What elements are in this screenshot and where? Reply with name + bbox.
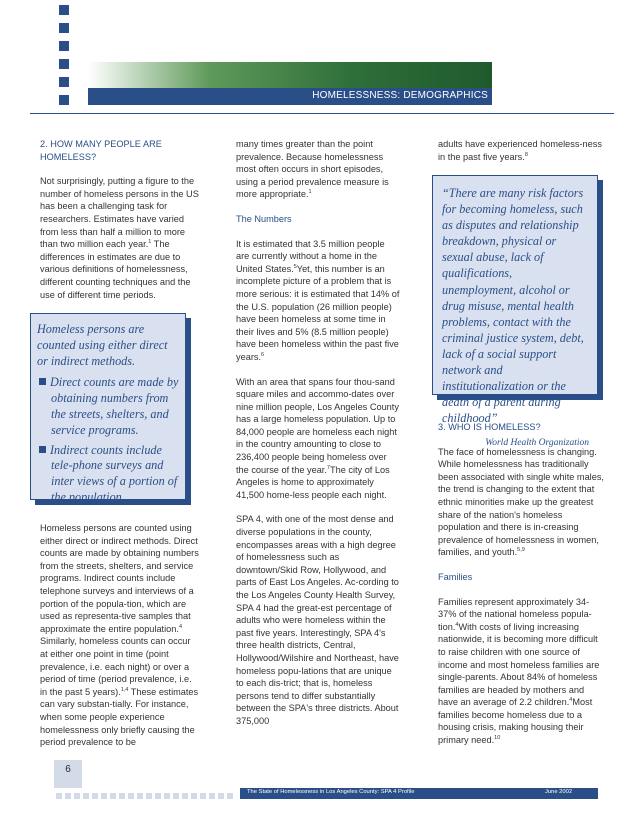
decor-dot	[56, 793, 62, 799]
column-1-continued	[40, 522, 200, 761]
decor-square	[59, 41, 69, 51]
callout-bullet: Indirect counts include tele-phone surveys and inter views of a portion of the population.	[37, 443, 179, 506]
paragraph: It is estimated that 3.5 million people are currently without a home in the United States.$^5$Yet, this number is an incomplete picture of a problem that is more serious: it is estimated that 14% of the U.S. population (26 million people) have been homeless at some time in their lives and 5% (8.5 million people) have been homeless within the past five years.$^6$	[236, 238, 400, 362]
header-divider	[30, 113, 614, 114]
quote-source: World Health Organization	[485, 438, 589, 449]
decor-dot	[74, 793, 80, 799]
decor-dot	[146, 793, 152, 799]
paragraph: The face of homelessness is changing. While homelessness has traditionally been associated with single white males, the trend is changing to the extent that ethnic minorities make up the greatest share of the nation's homeless population and there is in-creasing prevalence of homelessness in women, families, and youth.$^{5,9}$	[438, 446, 604, 558]
callout-intro: Homeless persons are counted using either direct or indirect methods.	[37, 322, 168, 368]
paragraph: many times greater than the point prevalence. Because homelessness most often occurs in short episodes, using a period prevalence measure is more appropriate.$^1$	[236, 139, 389, 200]
quote-text: “There are many risk factors for becoming homeless, such as disputes and relationship breakdown, physical or sexual abuse, lack of qualifications, unemployment, alcohol or drug misuse, mental health problems, contact with the criminal justice system, debt, lack of a social support network and institutionalization or the death of a parent during childhood”	[442, 186, 584, 426]
callout-counting-methods	[30, 313, 186, 504]
callout-bullet: Direct counts are made by obtaining numbers from the streets, shelters, and service programs.	[37, 375, 179, 438]
paragraph: SPA 4, with one of the most dense and diverse populations in the county, encompasses areas with a high degree of homelessness such as downtown/Skid Row, Hollywood, and parts of East Los Angeles. Ac-cording to the Los Angeles County Health Survey, SPA 4 had the great-est percentage of adults who were homeless within the past five years. Interestingly, SPA 4's three health districts, Central, Hollywood/Wilshire and Northeast, have homeless popu-lations that are unique to each dis-trict; that is, homeless persons tend to differ substantially between the SPA's three districts. About 375,000	[236, 514, 399, 726]
column-3-continued	[438, 421, 604, 759]
decor-dot	[137, 793, 143, 799]
decor-dot	[164, 793, 170, 799]
square-bullet-icon	[39, 446, 46, 453]
decor-square	[59, 95, 69, 105]
decor-dot	[173, 793, 179, 799]
decor-dot	[200, 793, 206, 799]
decor-dot	[209, 793, 215, 799]
decor-square	[59, 77, 69, 87]
subheading-families: Families	[438, 571, 473, 582]
decor-dot	[128, 793, 134, 799]
column-3	[438, 138, 603, 175]
paragraph: Families represent approximately 34-37% of the national homeless popula-tion.$^4$With costs of living increasing nationwide, it is becoming more difficult to raise children with one source of income and most homeless families are single-parents. About 84% of homeless families are headed by mothers and have an average of 2.2 children.$^4$Most families become homeless due to a housing crisis, making housing their primary need.$^{10}$	[438, 596, 600, 746]
decor-dot	[65, 793, 71, 799]
decor-square	[59, 5, 69, 15]
decor-dot	[155, 793, 161, 799]
page-section-title: HOMELESSNESS: DEMOGRAPHICS	[312, 90, 488, 101]
section-heading-how-many: 2. HOW MANY PEOPLE ARE HOMELESS?	[40, 139, 162, 162]
decor-square	[59, 59, 69, 69]
decor-dot	[83, 793, 89, 799]
page-number: 6	[65, 764, 71, 775]
footer-dot-row	[56, 793, 238, 800]
square-bullet-icon	[39, 378, 46, 385]
decor-square	[59, 23, 69, 33]
decor-dot	[119, 793, 125, 799]
decor-dot	[101, 793, 107, 799]
decor-dot	[227, 793, 233, 799]
footer-date: June 2002	[545, 789, 573, 795]
decor-dot	[182, 793, 188, 799]
decor-dot	[218, 793, 224, 799]
decor-dot	[191, 793, 197, 799]
footer-publication: The State of Homelessness in Los Angeles County: SPA 4 Profile	[247, 789, 415, 795]
column-2	[236, 138, 400, 740]
paragraph: adults have experienced homeless-ness in the past five years.$^8$	[438, 139, 602, 162]
decor-dot	[110, 793, 116, 799]
section-heading-who-is: 3. WHO IS HOMELESS?	[438, 422, 541, 432]
paragraph: Not surprisingly, putting a figure to the number of homeless persons in the US has been a challenging task for researchers. Estimates have varied from less than half a million to more than two million each year.$^1$ The differences in estimates are due to various definitions of homelessness, different counting techniques and the use of different time periods.	[40, 176, 199, 300]
paragraph: Homeless persons are counted using either direct or indirect methods. Direct counts are made by obtaining numbers from the streets, shelters, and service programs. Indirect counts include telephone surveys and interviews of a portion of the popula-tion, which are used as representa-tive samples that approximate the entire population.$^4$ Similarly, homeless counts can occur at either one point in time (point prevalence, i.e. each night) or over a period of time (period prevalence, i.e. in the past 5 years).$^{1,4}$ These estimates can vary substan-tially. For instance, when some people experience homelessness only briefly causing the period prevalence to be	[40, 523, 199, 748]
paragraph: With an area that spans four thou-sand square miles and accommo-dates over nine million people, Los Angeles County has a large homeless population. Up to 84,000 people are homeless each night in the country amounting to close to 236,400 people being homeless over the course of the year.$^7$The city of Los Angeles is home to approximately 41,500 home-less people each night.	[236, 376, 399, 500]
decor-dot	[92, 793, 98, 799]
column-1	[40, 138, 200, 313]
subheading-numbers: The Numbers	[236, 213, 292, 224]
